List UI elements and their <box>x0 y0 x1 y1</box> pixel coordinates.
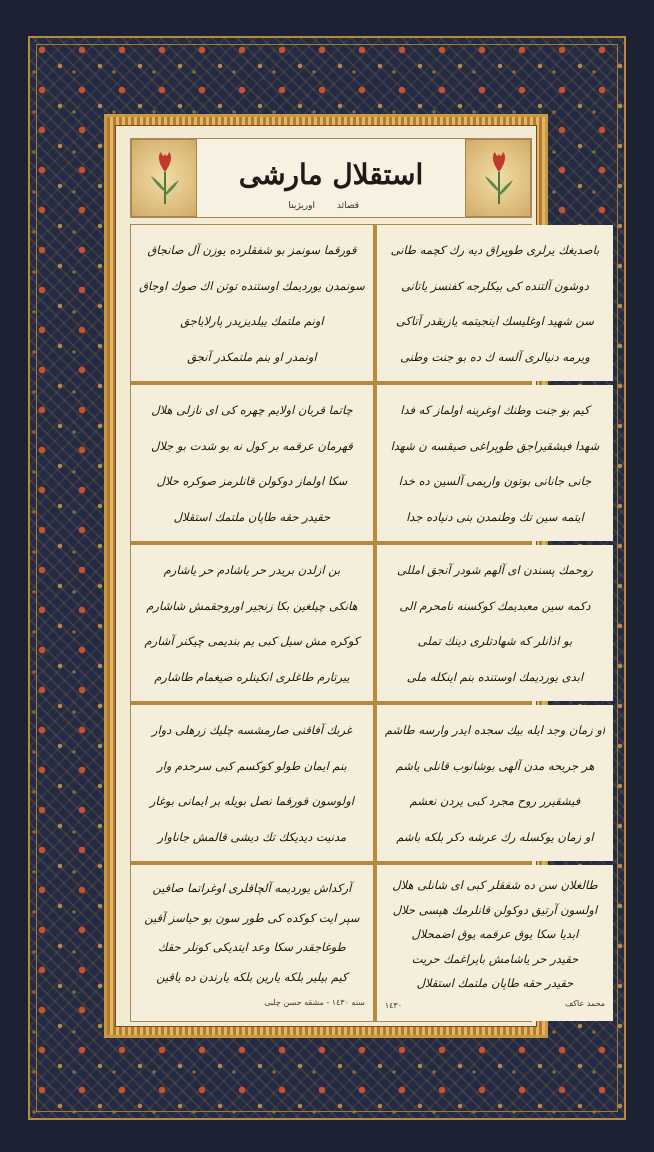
verse-line: روحمك پسندن ای آلهم شودر آنجق امللى <box>396 563 593 578</box>
verse-line: اونمدر او بنم ملتمکدر آنجق <box>187 349 317 364</box>
verse-line: بنم ايمان طولو كوكسم كبی سرحدم وار <box>157 758 347 773</box>
header <box>130 138 532 218</box>
verse-line: قهرمان عرقمه بر كول نه بو شدت بو جلال <box>151 438 353 453</box>
date-mark: ١٤٣٠ <box>384 1001 403 1011</box>
verse-line: او زمان وجد ايله بيك سجده ايدر وارسه طاشم <box>384 723 606 738</box>
title-panel <box>197 139 465 217</box>
verse-line: حقيدر حر ياشامش بايراغمك حريت <box>411 951 579 966</box>
verse-line: سونمدن یوردیمك اوستنده توتن اك صوك اوجاق <box>139 278 365 293</box>
verse-line: اولوسون قورقما نصل بويله بر ايمانى بوغار <box>149 794 354 809</box>
verse-line: جانى جانانى بوتون واريمى آلسين ده خدا <box>398 474 592 489</box>
signature-row <box>385 1001 605 1010</box>
verse-line: اونم ملتمك یيلديزيدر پارلاياجق <box>180 314 324 329</box>
verse-line: طوغاجقدر سكا وعد ايتديكى كونلر حقك <box>158 940 346 955</box>
verse-line: قورقما سونمز بو شفقلرده یوزن آل صانجاق <box>147 243 357 258</box>
verse-line: حقيدر حقه طاپان ملتمك استقلال <box>416 976 574 991</box>
stanza-5 <box>131 545 373 701</box>
verse-line: حقيدر حقه طاپان ملتمك استقلال <box>173 509 331 524</box>
verse-line: سكا اولماز دوكولن قانلرمز صوكره حلال <box>156 474 348 489</box>
signature-left: محمد عاكف <box>564 999 606 1009</box>
stanza-3 <box>131 385 373 541</box>
verse-line: غربك آفاقنى صارمشسه چليك زرهلى دوار <box>151 723 352 738</box>
stanza-grid <box>130 224 606 1022</box>
stanza-9 <box>131 865 373 1021</box>
page-title: استقلال مارشى <box>238 157 424 191</box>
verse-line: ابدی يوردیمك اوستنده بنم اينكله ملی <box>406 669 584 684</box>
verse-line: ايتمه سين تك وطنمدن بنى دنياده جدا <box>406 509 584 524</box>
verse-line: هر جريحه مدن آلهى بوشانوب قانلى ياشم <box>395 758 595 773</box>
verse-line: شهدا فيشقيراجق طوپراغى صيقسه ن شهدا <box>390 438 600 453</box>
stanza-7 <box>131 705 373 861</box>
header-tile-left <box>131 139 197 217</box>
verse-line: سن شهید اوغلیسك اینجیتمه یازیقدر آتاكی <box>395 314 594 329</box>
signature-right: سنه ١٤٣٠ - مشقه حسن چلبی <box>264 998 365 1008</box>
tulip-icon <box>145 150 185 208</box>
verse-line: مدنيت ديديكك تك ديشى قالمش جاناوار <box>157 829 347 844</box>
stanza-1 <box>131 225 373 381</box>
verse-line: چاتما قربان اولايم چهره كى اى نازلى هلال <box>151 403 353 418</box>
subtitle-right: اوریژینا <box>288 201 315 211</box>
gold-frame <box>104 114 606 1038</box>
verse-line: بن ازلدن بريدر حر ياشادم حر ياشارم <box>163 563 341 578</box>
subtitle-left: قصائد <box>336 201 359 211</box>
verse-line: دكمه سين معبدیمك كوكسنه نامحرم الی <box>399 598 591 613</box>
verse-line: ویرمه دنیالری آلسه ك ده بو جنت وطنی <box>400 349 590 364</box>
verse-line: بو اذانلر كه شهادتلری دينك تملی <box>417 634 573 649</box>
verse-line: اولسون آرتيق دوكولن قانلرمك هپسى حلال <box>392 902 598 917</box>
verse-line: طالغلان سن ده شفقلر كبى اى شانلى هلال <box>392 877 598 892</box>
paper-panel <box>115 125 606 1027</box>
verse-line: ييرتارم طاغلرى انكينلره صيغمام طاشارم <box>154 669 350 684</box>
verse-line: دوشون آلتنده كی بيكلرجه كفنسز یاتانی <box>401 278 589 293</box>
header-tile-right <box>465 139 531 217</box>
verse-line: كيم بيلير بلكه يارين بلكه يارندن ده ياقين <box>156 970 348 985</box>
verse-line: ابديا سكا يوق عرقمه يوق اضمحلال <box>411 927 579 942</box>
verse-line: فيشقيرر روح مجرد كبى يردن نعشم <box>409 794 581 809</box>
verse-line: او زمان يوكسله رك عرشه دكر بلكه باشم <box>396 829 594 844</box>
stanza-8 <box>377 705 613 861</box>
stanza-2 <box>377 225 613 381</box>
verse-line: سپر ايت كوكده كى طور سون بو حياسز آقين <box>144 910 360 925</box>
verse-line: آركداش يورديمه آلچاقلرى اوغراتما صاقين <box>152 880 352 895</box>
verse-line: كوكره مش سيل كبی يم بندیمی چيكنر آشارم <box>144 634 360 649</box>
stanza-4 <box>377 385 613 541</box>
tulip-icon <box>479 150 519 208</box>
verse-line: كيم بو جنت وطنك اوغرينه اولماز كه فدا <box>400 403 590 418</box>
verse-line: هانكی چيلغين بكا زنجير اوروجقمش شاشارم <box>146 598 358 613</box>
stanza-6 <box>377 545 613 701</box>
stanza-10 <box>377 865 613 1021</box>
verse-line: باصدیغك یرلری طوپراق دیه رك كچمه طانی <box>390 243 600 258</box>
